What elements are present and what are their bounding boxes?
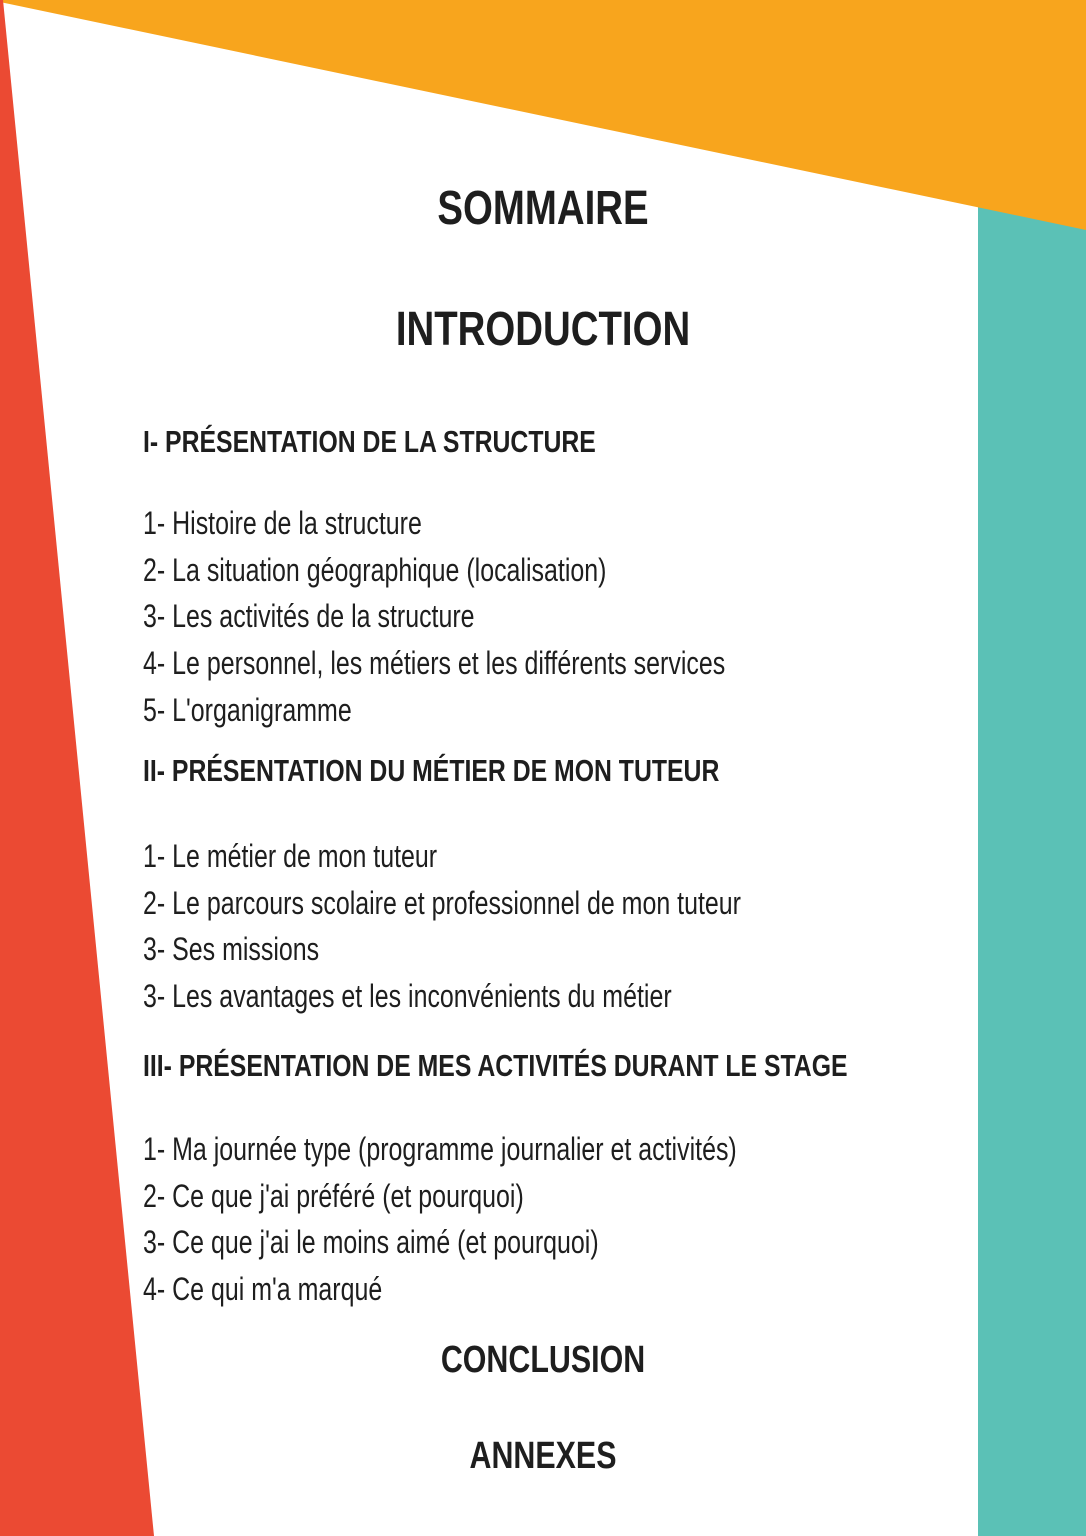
section-3-heading: III- PRÉSENTATION DE MES ACTIVITÉS DURANT LE STAGE	[143, 1048, 848, 1083]
toc-item: 2- La situation géographique (localisation)	[143, 551, 607, 588]
toc-item: 4- Le personnel, les métiers et les différents services	[143, 645, 726, 682]
toc-item: 3- Les avantages et les inconvénients du métier	[143, 978, 672, 1015]
conclusion-heading: CONCLUSION	[440, 1339, 646, 1381]
toc-item: 1- Histoire de la structure	[143, 505, 422, 541]
section-1-heading: I- PRÉSENTATION DE LA STRUCTURE	[143, 424, 596, 459]
introduction-heading: INTRODUCTION	[395, 303, 691, 356]
toc-item: 1- Le métier de mon tuteur	[143, 838, 438, 874]
toc-item: 5- L'organigramme	[143, 691, 352, 728]
toc-item: 2- Le parcours scolaire et professionnel de mon tuteur	[143, 884, 741, 921]
toc-item: 3- Ce que j'ai le moins aimé (et pourquoi)	[143, 1224, 599, 1261]
toc-item: 3- Les activités de la structure	[143, 598, 475, 635]
teal-accent-shape	[978, 0, 1086, 1536]
section-1-items	[143, 500, 725, 734]
section-3-items	[143, 1126, 737, 1313]
annexes-heading: ANNEXES	[469, 1435, 617, 1477]
section-2-items	[143, 833, 741, 1020]
toc-item: 3- Ses missions	[143, 931, 320, 968]
toc-item: 1- Ma journée type (programme journalier et activités)	[143, 1131, 737, 1167]
toc-item: 4- Ce qui m'a marqué	[143, 1271, 383, 1308]
toc-item: 2- Ce que j'ai préféré (et pourquoi)	[143, 1177, 524, 1214]
section-2-heading: II- PRÉSENTATION DU MÉTIER DE MON TUTEUR	[143, 753, 720, 788]
page-title: SOMMAIRE	[437, 182, 649, 235]
